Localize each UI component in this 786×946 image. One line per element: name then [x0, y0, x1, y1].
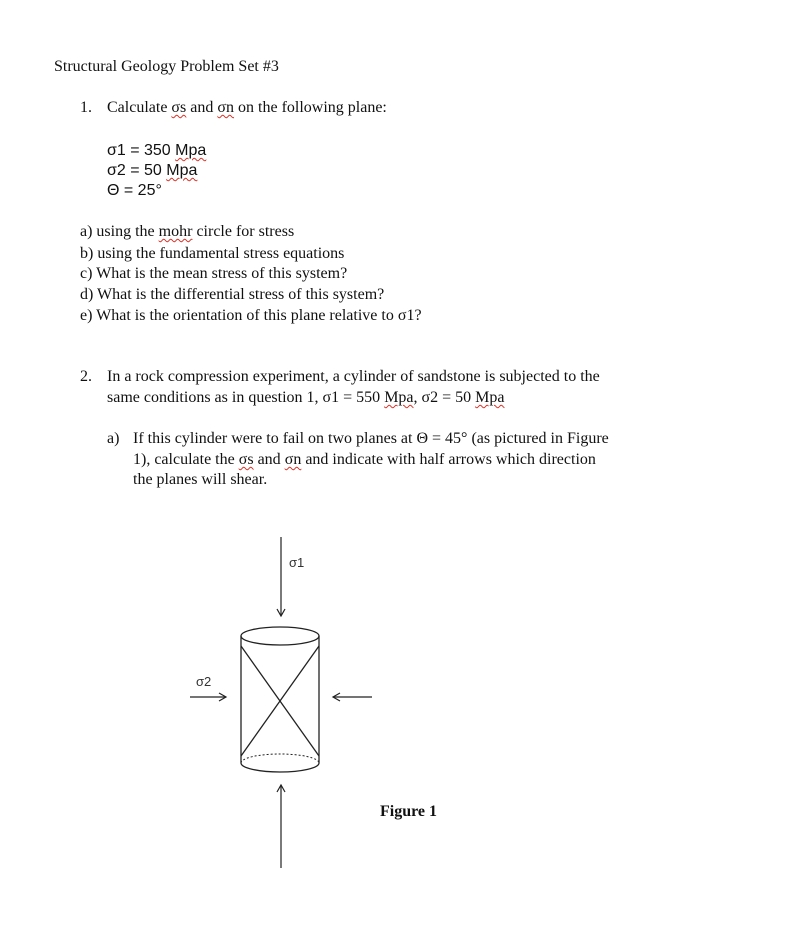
q1-part-a-post: circle for stress — [192, 223, 295, 240]
q2-line2-pre: same conditions as in question 1, σ1 = 550 — [107, 389, 385, 406]
q1-part-a-pre: a) using the — [80, 223, 159, 240]
q2-line2-unit1: Mpa — [384, 389, 414, 406]
q2-line2-mid: , σ2 = 50 — [413, 389, 476, 406]
cylinder-bottom-hidden — [241, 754, 319, 763]
q1-number: 1. — [80, 99, 92, 116]
sigma2-label: σ2 — [196, 674, 212, 689]
q1-given-sigma1-unit: Mpa — [175, 142, 207, 159]
sandstone-cylinder — [241, 627, 319, 772]
q1-given-sigma1-value: σ1 = 350 — [107, 142, 176, 159]
q1-prompt-post: on the following plane: — [234, 99, 387, 116]
q1-sigma-n: σn — [217, 99, 235, 116]
q1-part-a-mohr: mohr — [158, 223, 193, 240]
figure-caption: Figure 1 — [380, 803, 438, 820]
q1-given-theta: Θ = 25° — [107, 182, 162, 199]
q1-part-d: d) What is the differential stress of this system? — [80, 286, 385, 303]
q1-prompt-pre: Calculate — [107, 99, 172, 116]
q1-given-sigma2-value: σ2 = 50 — [107, 162, 167, 179]
q1-part-e: e) What is the orientation of this plane relative to σ1? — [80, 307, 422, 324]
q2-part-a-sigma-n: σn — [284, 451, 302, 468]
q2-part-a-sigma-s: σs — [238, 451, 254, 468]
q2-part-a-label: a) — [107, 430, 120, 447]
q2-part-a-line1: If this cylinder were to fail on two planes at Θ = 45° (as pictured in Figure — [133, 430, 609, 447]
q2-line1: In a rock compression experiment, a cylinder of sandstone is subjected to the — [107, 368, 600, 385]
q2-number: 2. — [80, 368, 92, 385]
sigma1-label: σ1 — [289, 555, 305, 570]
q2-part-a-line2-pre: 1), calculate the — [133, 451, 239, 468]
q1-sigma-s: σs — [171, 99, 187, 116]
q1-given-sigma2-unit: Mpa — [166, 162, 198, 179]
q2-part-a-line3: the planes will shear. — [133, 471, 268, 488]
q2-part-a-line2-post: and indicate with half arrows which direction — [301, 451, 596, 468]
q2-line2-unit2: Mpa — [475, 389, 505, 406]
q1-and: and — [186, 99, 218, 116]
q1-part-b: b) using the fundamental stress equations — [80, 245, 345, 262]
document-title: Structural Geology Problem Set #3 — [54, 58, 279, 75]
q2-part-a-and: and — [253, 451, 285, 468]
cylinder-top-ellipse — [241, 627, 319, 645]
q1-part-c: c) What is the mean stress of this system? — [80, 265, 348, 282]
cylinder-bottom-front — [241, 763, 319, 772]
